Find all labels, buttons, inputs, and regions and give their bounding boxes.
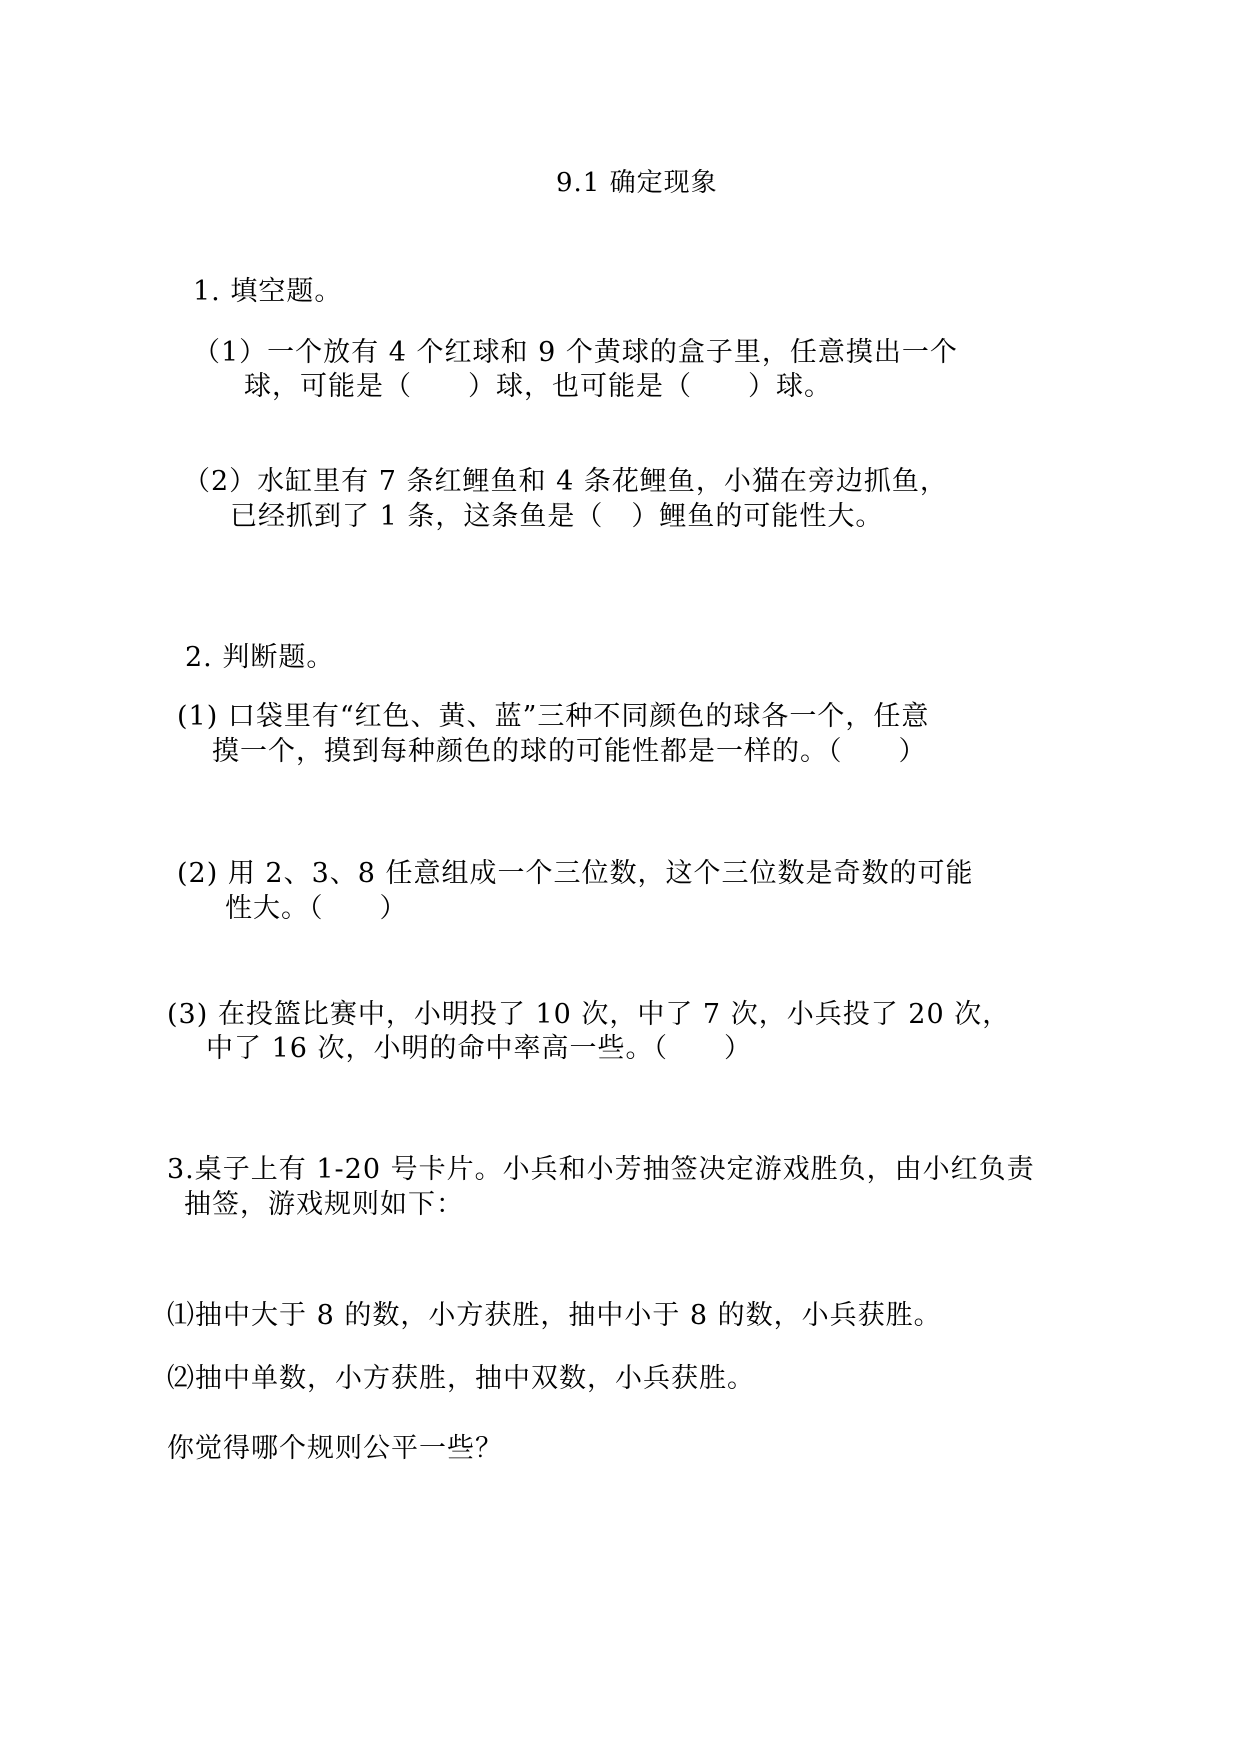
judge-question-2-line-1: (2) 用 2、3、8 任意组成一个三位数，这个三位数是奇数的可能 xyxy=(177,858,974,889)
rule-2: ⑵抽中单数，小方获胜，抽中双数，小兵获胜。 xyxy=(167,1363,755,1394)
section-3-text-line-2: 抽签，游戏规则如下： xyxy=(184,1189,464,1220)
page-title: 9.1 确定现象 xyxy=(556,168,718,198)
fill-in-question-1-line-1: （1）一个放有 4 个红球和 9 个黄球的盒子里，任意摸出一个 xyxy=(193,337,958,368)
section-1-heading: 1. 填空题。 xyxy=(193,276,343,307)
rule-1: ⑴抽中大于 8 的数，小方获胜，抽中小于 8 的数，小兵获胜。 xyxy=(167,1300,942,1331)
fill-in-question-2-line-1: （2）水缸里有 7 条红鲤鱼和 4 条花鲤鱼，小猫在旁边抓鱼， xyxy=(183,466,948,497)
fill-in-question-2-line-2: 已经抓到了 1 条，这条鱼是（ ）鲤鱼的可能性大。 xyxy=(230,501,884,532)
judge-question-3-line-2: 中了 16 次，小明的命中率高一些。（ ） xyxy=(206,1033,753,1064)
judge-question-3-line-1: (3) 在投篮比赛中，小明投了 10 次，中了 7 次，小兵投了 20 次， xyxy=(167,999,1011,1030)
section-2-heading: 2. 判断题。 xyxy=(185,642,335,673)
section-3-text-line-1: 3.桌子上有 1-20 号卡片。小兵和小芳抽签决定游戏胜负，由小红负责 xyxy=(167,1154,1035,1185)
judge-question-1-line-2: 摸一个，摸到每种颜色的球的可能性都是一样的。（ ） xyxy=(212,736,927,767)
judge-question-2-line-2: 性大。（ ） xyxy=(225,893,408,924)
fill-in-question-1-line-2: 球，可能是（ ）球，也可能是（ ）球。 xyxy=(244,371,832,402)
closing-question: 你觉得哪个规则公平一些？ xyxy=(167,1433,503,1464)
judge-question-1-line-1: (1) 口袋里有“红色、黄、蓝”三种不同颜色的球各一个，任意 xyxy=(177,701,930,732)
